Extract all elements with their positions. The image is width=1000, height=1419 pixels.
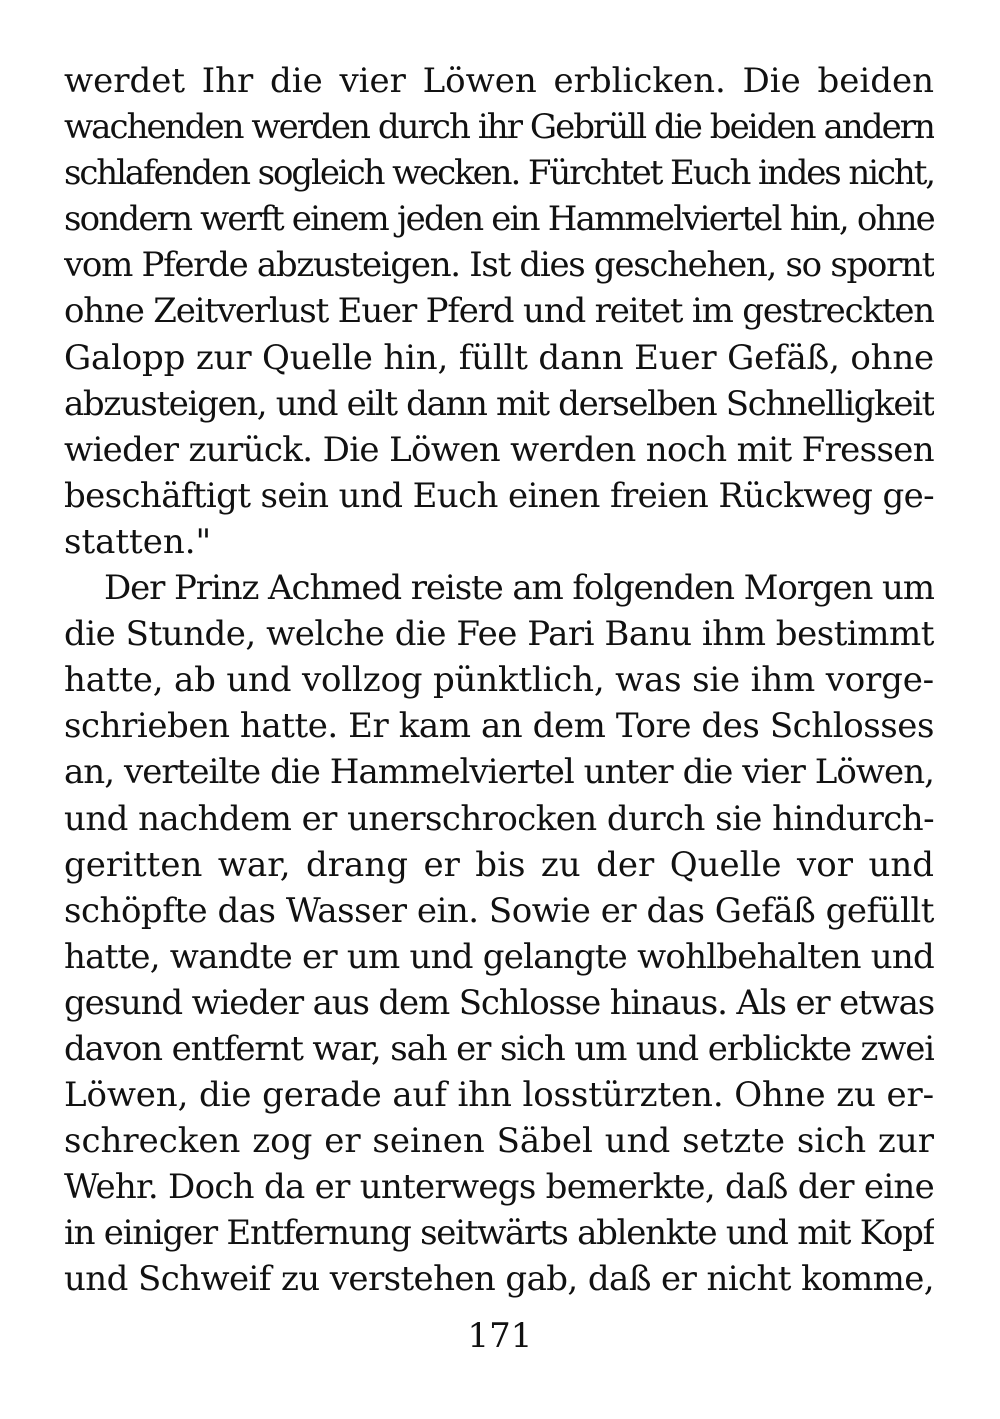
text-line: und nachdem er unerschrocken durch sie hindurch- xyxy=(64,798,934,839)
paragraph-2 xyxy=(64,565,934,1303)
text-line: wachenden werden durch ihr Gebrüll die beiden andern xyxy=(64,107,934,148)
text-line: vom Pferde abzusteigen. Ist dies geschehen, so spornt xyxy=(64,245,934,286)
text-line: schlafenden sogleich wecken. Fürchtet Euch indes nicht, xyxy=(64,153,934,194)
text-line: Der Prinz Achmed reiste am folgenden Morgen um xyxy=(104,568,934,609)
text-line: schrecken zog er seinen Säbel und setzte sich zur xyxy=(64,1121,934,1162)
text-line: werdet Ihr die vier Löwen erblicken. Die beiden xyxy=(64,61,934,101)
text-line: Galopp zur Quelle hin, füllt dann Euer Gefäß, ohne xyxy=(64,337,934,378)
text-line: davon entfernt war, sah er sich um und erblickte zwei xyxy=(64,1028,934,1069)
text-line: schöpfte das Wasser ein. Sowie er das Gefäß gefüllt xyxy=(64,890,934,931)
text-line: wieder zurück. Die Löwen werden noch mit Fressen xyxy=(64,429,934,470)
body-text xyxy=(64,58,934,1303)
page-number: 171 xyxy=(467,1316,533,1356)
text-line: ohne Zeitverlust Euer Pferd und reitet im gestreckten xyxy=(64,291,934,332)
text-line: Wehr. Doch da er unterwegs bemerkte, daß der eine xyxy=(64,1167,934,1208)
text-line: statten." xyxy=(64,521,212,562)
text-line: schrieben hatte. Er kam an dem Tore des Schlosses xyxy=(64,706,934,747)
text-line: hatte, wandte er um und gelangte wohlbehalten und xyxy=(64,936,934,977)
text-line: in einiger Entfernung seitwärts ablenkte und mit Kopf xyxy=(64,1213,934,1254)
text-line: und Schweif zu verstehen gab, daß er nicht komme, xyxy=(64,1259,934,1300)
text-line: geritten war, drang er bis zu der Quelle vor und xyxy=(64,844,934,885)
text-line: beschäftigt sein und Euch einen freien Rückweg ge- xyxy=(64,475,934,516)
text-line: sondern werft einem jeden ein Hammelviertel hin, ohne xyxy=(64,199,934,240)
text-line: gesund wieder aus dem Schlosse hinaus. Als er etwas xyxy=(64,982,934,1023)
text-line: hatte, ab und vollzog pünktlich, was sie ihm vorge- xyxy=(64,660,934,701)
text-line: an, verteilte die Hammelviertel unter die vier Löwen, xyxy=(64,752,934,793)
text-line: abzusteigen, und eilt dann mit derselben Schnelligkeit xyxy=(64,383,934,424)
text-line: die Stunde, welche die Fee Pari Banu ihm bestimmt xyxy=(64,614,934,655)
paragraph-1 xyxy=(64,58,934,565)
text-line: Löwen, die gerade auf ihn losstürzten. Ohne zu er- xyxy=(64,1075,934,1116)
